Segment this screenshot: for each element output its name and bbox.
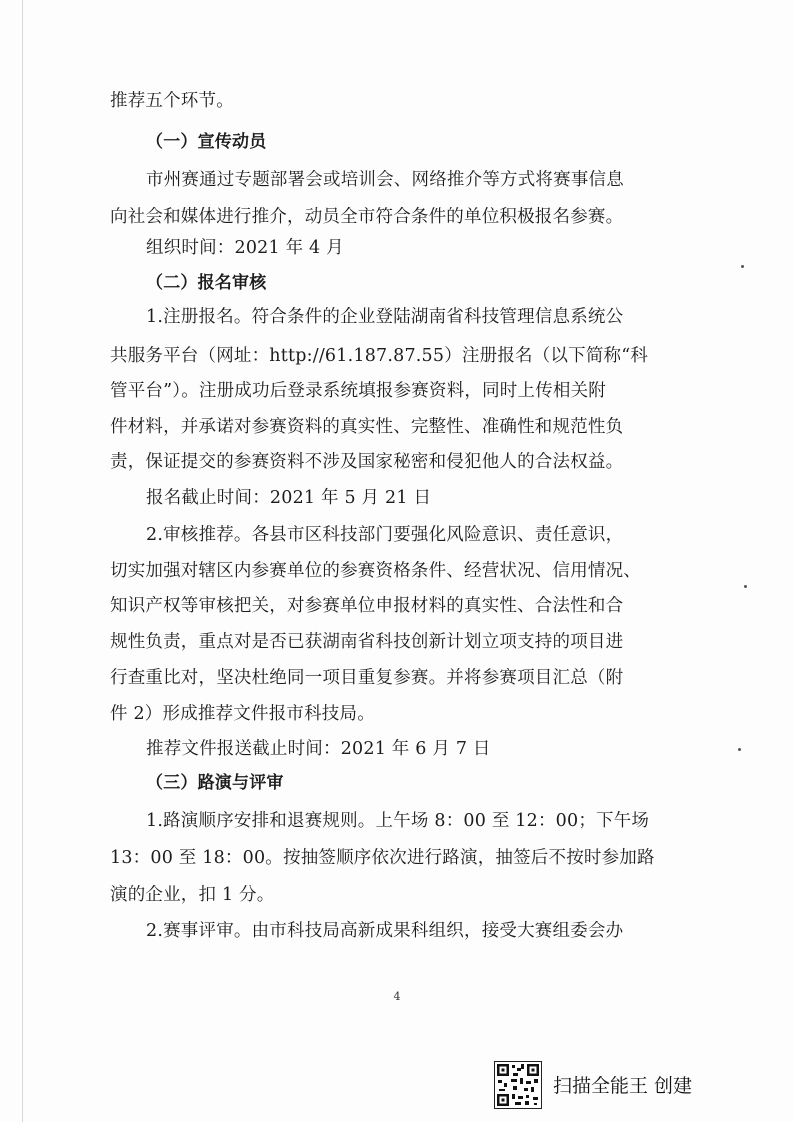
text-line-15: 知识产权等审核把关，对参赛单位申报材料的真实性、合法性和合 [110,596,624,616]
text-line-11: 责，保证提交的参赛资料不涉及国家秘密和侵犯他人的合法权益。 [110,452,624,472]
scan-edge-line [22,0,23,1122]
text-line-1: 推荐五个环节。 [110,91,234,111]
text-line-14: 切实加强对辖区内参赛单位的参赛资格条件、经营状况、信用情况、 [110,561,641,581]
text-line-4: 向社会和媒体进行推介，动员全市符合条件的单位积极报名参赛。 [110,207,624,227]
text-line-16: 规性负责，重点对是否已获湖南省科技创新计划立项支持的项目进 [110,632,624,652]
text-line-5: 组织时间：2021 年 4 月 [146,238,344,258]
scan-speck [744,585,747,588]
text-line-22: 13：00 至 18：00。按抽签顺序依次进行路演，抽签后不按时参加路 [110,848,655,868]
qr-code-icon [494,1061,542,1109]
scan-speck [741,265,744,268]
text-line-10: 件材料，并承诺对参赛资料的真实性、完整性、准确性和规范性负 [110,417,624,437]
text-line-18: 件 2）形成推荐文件报市科技局。 [110,704,375,724]
text-line-12: 报名截止时间：2021 年 5 月 21 日 [146,488,432,508]
text-line-17: 行查重比对，坚决杜绝同一项目重复参赛。并将参赛项目汇总（附 [110,668,624,688]
page-number: 4 [393,990,401,1003]
text-line-9: 管平台”）。注册成功后登录系统填报参赛资料，同时上传相关附 [110,381,606,401]
text-line-7: 1.注册报名。符合条件的企业登陆湖南省科技管理信息系统公 [146,307,624,327]
text-line-23: 演的企业，扣 1 分。 [110,885,275,905]
text-line-13: 2.审核推荐。各县市区科技部门要强化风险意识、责任意识， [146,525,624,545]
section-heading-3: （三）路演与评审 [146,773,284,793]
text-line-8: 共服务平台（网址：http://61.187.87.55）注册报名（以下简称“科 [110,346,649,366]
scan-speck [738,748,741,751]
text-line-21: 1.路演顺序安排和退赛规则。上午场 8：00 至 12：00；下午场 [146,811,650,831]
text-line-24: 2.赛事评审。由市科技局高新成果科组织，接受大赛组委会办 [146,921,624,941]
section-heading-1: （一）宣传动员 [146,132,267,152]
section-heading-2: （二）报名审核 [146,273,267,293]
text-line-3: 市州赛通过专题部署会或培训会、网络推介等方式将赛事信息 [146,170,624,190]
scanner-watermark: 扫描全能王 创建 [553,1075,693,1097]
text-line-19: 推荐文件报送截止时间：2021 年 6 月 7 日 [146,739,491,759]
